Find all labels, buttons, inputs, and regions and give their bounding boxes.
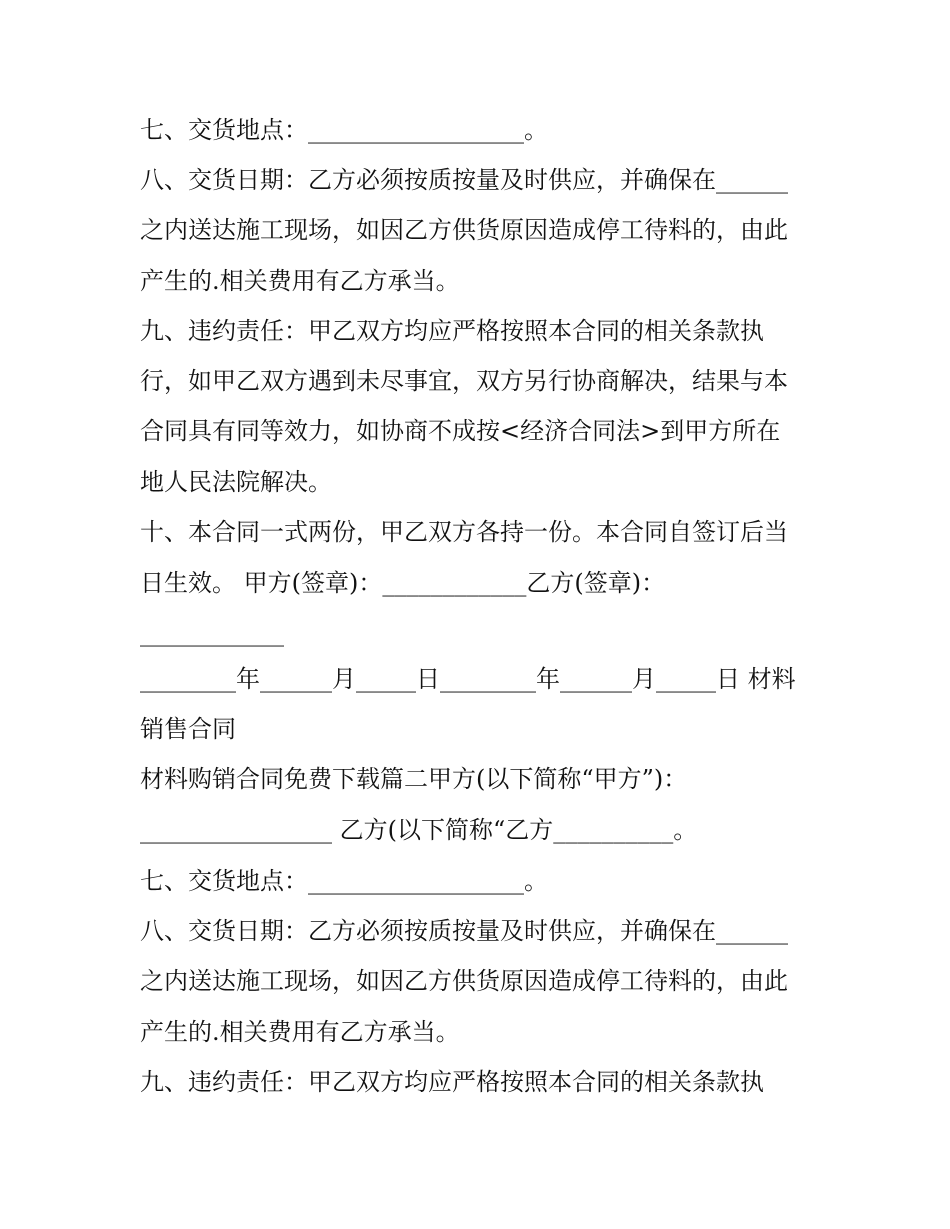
text-line: 十、本合同一式两份，甲乙双方各持一份。本合同自签订后当 <box>140 518 788 546</box>
text-line: 八、交货日期：乙方必须按质按量及时供应，并确保在______ <box>140 917 788 945</box>
text-line: 日生效。 甲方(签章)：____________乙方(签章)： <box>140 569 666 597</box>
text-line: 九、违约责任：甲乙双方均应严格按照本合同的相关条款执 <box>140 317 764 345</box>
text-line: 七、交货地点：__________________。 <box>140 116 548 144</box>
text-line: 销售合同 <box>140 715 236 743</box>
text-line: 之内送达施工现场，如因乙方供货原因造成停工待料的，由此 <box>140 967 788 995</box>
text-line: 行，如甲乙双方遇到未尽事宜，双方另行协商解决，结果与本 <box>140 367 788 395</box>
text-line: ________年______月_____日________年______月_____日 材料 <box>140 665 796 693</box>
text-line: 合同具有同等效力，如协商不成按<经济合同法>到甲方所在 <box>140 417 781 445</box>
text-line: ____________ <box>140 619 284 647</box>
text-line: 地人民法院解决。 <box>140 468 332 496</box>
text-line: 产生的.相关费用有乙方承当。 <box>140 1018 460 1046</box>
text-line: 材料购销合同免费下载篇二甲方(以下简称“甲方”)： <box>140 765 688 793</box>
text-line: 之内送达施工现场，如因乙方供货原因造成停工待料的，由此 <box>140 216 788 244</box>
text-line: 九、违约责任：甲乙双方均应严格按照本合同的相关条款执 <box>140 1068 764 1096</box>
text-line: 八、交货日期：乙方必须按质按量及时供应，并确保在______ <box>140 166 788 194</box>
text-line: 七、交货地点：__________________。 <box>140 867 548 895</box>
text-line: ________________ 乙方(以下简称“乙方__________。 <box>140 816 698 844</box>
text-line: 产生的.相关费用有乙方承当。 <box>140 267 460 295</box>
